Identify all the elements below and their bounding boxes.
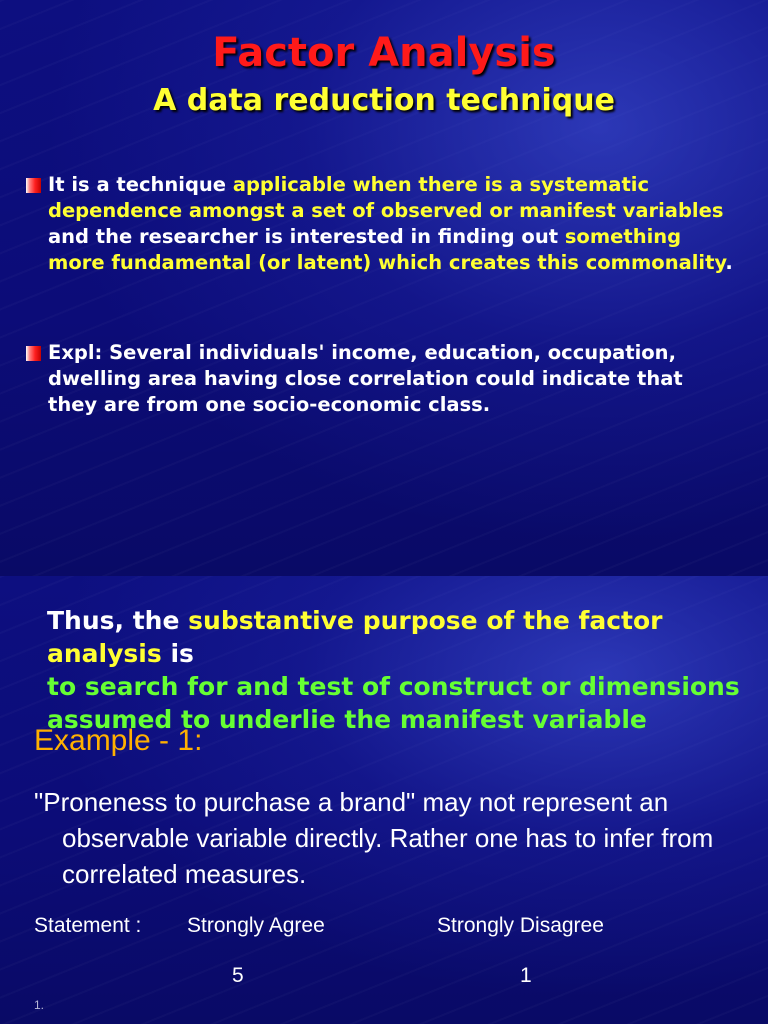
purpose-text: is [161,639,194,668]
purpose-statement [47,604,747,736]
bullet-text: Expl: Several individuals' income, education, occupation, dwelling area having close correlation could indicate that they are from one socio-economic class. [48,341,683,416]
bullet-highlight: something more fundamental (or latent) which creates this commonality [48,225,726,274]
purpose-text: Thus, the [47,606,189,635]
bullet-example [48,340,738,418]
slide-title: Factor Analysis [212,30,556,76]
bullet-text: . [725,251,733,274]
scale-label: Statement : [34,914,142,937]
example-heading: Example - 1: [34,724,203,757]
slide-subtitle: A data reduction technique [153,83,615,118]
scale-agree-label: Strongly Agree [187,914,325,937]
scale-disagree-label: Strongly Disagree [437,914,604,937]
bullet-highlight: applicable when there is a systematic dependence amongst a set of observed or manifest variables [48,173,724,222]
purpose-highlight: substantive purpose of the factor analysis [47,606,663,668]
scale-disagree-value: 1 [520,964,532,987]
bullet-square-icon [26,346,41,361]
bullet-text: It is a technique [48,173,233,196]
purpose-goal: to search for and test of construct or dimensions assumed to underlie the manifest variable [47,672,740,734]
bullet-text: and the researcher is interested in finding out [48,225,565,248]
slide-example [0,576,768,1024]
bullet-definition [48,172,738,276]
slide-number: 1. [34,998,45,1012]
bullet-square-icon [26,178,41,193]
scale-agree-value: 5 [232,964,244,987]
example-body: "Proneness to purchase a brand" may not represent an observable variable directly. Rather one has to infer from correlated measures. [34,787,714,889]
